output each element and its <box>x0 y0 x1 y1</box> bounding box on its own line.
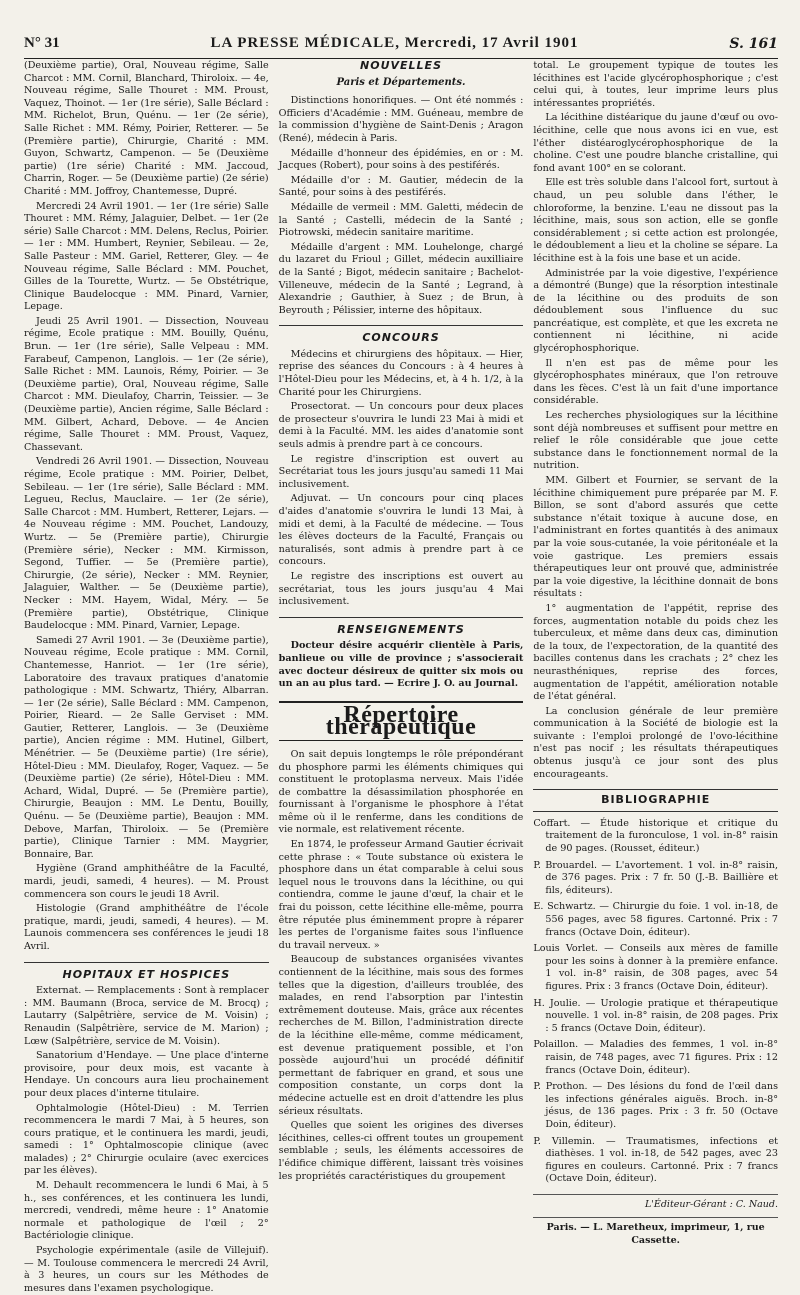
paragraph: Mercredi 24 Avril 1901. — 1er (1re série) Salle Thouret : MM. Rémy, Jalaguier, Delbet. — 1er (2e série) Salle Charcot : MM. Delens, Reclus, Poirier. — 1er : MM. Humbert, Reynier, Sebileau. — 2e, Salle Pasteur : MM. Gariel, Retterer, Gley. — 4e Nouveau régime, Salle Béclard : MM. Pouchet, Gilles de la Tourette, Wurtz. — 5e Obstétrique, Clinique Baudelocque : MM. Pinard, Varnier, Lepage. <box>24 200 269 313</box>
biblio-item: P. Villemin. — Traumatismes, infections et diathèses. 1 vol. in-18, de 542 pages, avec 23 figures en couleurs. Cartonné. Prix : 7 francs (Octave Doin, éditeur). <box>533 1135 779 1185</box>
paragraph: Quelles que soient les origines des diverses lécithines, celles-ci offrent toutes un groupement semblable ; seuls, les éléments accessoires de l'édifice chimique diffèrent, laissant très voisines les propriétés caractéristiques du groupement <box>278 1120 524 1182</box>
paragraph: Elle est très soluble dans l'alcool fort, surtout à chaud, un peu soluble dans l'éther, le chloroforme, la benzine. L'eau ne dissout pas la lécithine, mais, sous son action, elle se gonfle considérablement ; si cette action est prolongée, le dédoublement a lieu et la choline se sépare. La lécithine est à la fois une base et un acide. <box>533 177 779 264</box>
paragraph: M. Dehault recommencera le lundi 6 Mai, à 5 h., ses conférences, et les continuera les lundi, mercredi, vendredi, même heure : 1° Anatomie normale et pathologique de l'œil ; 2° Bactériologie clinique. <box>24 1180 269 1242</box>
section-title-renseignements: RENSEIGNEMENTS <box>279 617 524 637</box>
paragraph: Le registre des inscriptions est ouvert au secrétariat, tous les jours jusqu'au 4 Mai inclusivement. <box>278 570 524 608</box>
paragraph: La lécithine distéarique du jaune d'œuf ou ovo-lécithine, celle que nous avons ici en vue, est l'éther distéaroglycérophosphorique de la choline. C'est une poudre blanche cristalline, qui fond avant 100° en se colorant. <box>533 112 779 174</box>
paragraph: Sanatorium d'Hendaye. — Une place d'interne provisoire, pour deux mois, est vacante à Hendaye. Un concours aura lieu prochainement pour deux places d'interne titulaire. <box>24 1050 269 1099</box>
paragraph: Beaucoup de substances organisées vivantes contiennent de la lécithine, mais sous des formes telles que la digestion, d'ailleurs troublée, des malades, en rend l'absorption par l'intestin extrêmement douteuse. Mais, grâce aux récentes recherches de M. Billon, l'administration directe de la lécithine elle-même, comme médicament, est devenue pratiquement possible, et l'on possède aujourd'hui un procédé définitif permettant de fabriquer en grand, et sous une composition constante, un corps dont la médecine actuelle est en droit d'attendre les plus sérieux résultats. <box>278 954 524 1117</box>
paragraph: En 1874, le professeur Armand Gautier écrivait cette phrase : « Toute substance où existera le phosphore dans un état comparable à celui sous lequel nous le trouvons dans la lécithine, ou qui contiendra, comme le jaune d'œuf, la chair et le frai du poisson, cette lécithine elle-même, pourra être réputée plus éminemment propre à réparer les pertes de l'organisme faites sous l'influence du travail nerveux. » <box>278 839 524 951</box>
biblio-item: P. Prothon. — Des lésions du fond de l'œil dans les infections générales aiguës. Broch. in-8° jésus, de 136 pages. Prix : 3 fr. 50 (Octave Doin, éditeur). <box>533 1081 779 1130</box>
column-2 <box>278 59 524 1182</box>
issue-number: N° 31 <box>24 35 60 51</box>
biblio-item: Polaillon. — Maladies des femmes, 1 vol. in-8° raisin, de 748 pages, avec 71 figures. Prix : 12 francs (Octave Doin, éditeur). <box>533 1039 779 1076</box>
paragraph: Médaille de vermeil : MM. Galetti, médecin de la Santé ; Castelli, médecin de la Santé ; Piotrowski, médecin sanitaire maritime. <box>278 201 524 239</box>
section-title-hospitals: HOPITAUX ET HOSPICES <box>24 962 269 982</box>
editor-signature: L'Éditeur-Gérant : C. Naud. <box>533 1194 778 1212</box>
section-title-concours: CONCOURS <box>279 325 524 345</box>
paragraph: total. Le groupement typique de toutes les lécithines est l'acide glycérophosphorique ; c'est celui qui, à toutes, leur imprime leurs plus intéressantes propriétés. <box>533 60 779 109</box>
paragraph: Médaille d'argent : MM. Louhelonge, chargé du lazaret du Frioul ; Gillet, médecin auxilliaire de la Santé ; Bigot, médecin sanitaire ; Bachelot-Villeneuve, médecin de la Santé ; Legrand, à Alexandrie ; Gauthier, à Suez ; de Brun, à Beyrouth ; Pélissier, interne des hôpitaux. <box>278 241 524 316</box>
paragraph: Jeudi 25 Avril 1901. — Dissection, Nouveau régime, Ecole pratique : MM. Bouilly, Quénu, Brun. — 1er (1re série), Salle Velpeau : MM. Farabeuf, Campenon, Langlois. — 1er (2e série), Salle Richet : MM. Launois, Rémy, Poirier. — 3e (Deuxième partie), Oral, Nouveau régime, Salle Charcot : MM. Dieulafoy, Charrin, Teissier. — 3e (Deuxième partie), Ancien régime, Salle Béclard : MM. Gilbert, Achard, Debove. — 4e Ancien régime, Salle Thouret : MM. Proust, Vaquez, Chassevant. <box>24 315 269 453</box>
paragraph: On sait depuis longtemps le rôle prépondérant du phosphore parmi les éléments chimiques qui constituent le protoplasma nerveux. Mais l'idée de combattre la désassimilation phosphorée en fournissant à l'organisme le phosphore à l'état même où il le renferme, dans les conditions de vie normale, est relativement récente. <box>278 748 524 836</box>
paragraph: Les recherches physiologiques sur la lécithine sont déjà nombreuses et suffisent pour mettre en relief le rôle considérable que joue cette substance dans le fonctionnement normal de la nutrition. <box>533 410 779 472</box>
journal-title-line <box>210 35 578 52</box>
biblio-item: Louis Vorlet. — Conseils aux mères de famille pour les soins à donner à la première enfance. 1 vol. in-8° raisin, de 308 pages, avec 54 figures. Prix : 3 francs (Octave Doin, éditeur). <box>533 943 779 992</box>
paragraph: Il n'en est pas de même pour les glycérophosphates minéraux, que l'on retrouve dans les fèces. C'est là un fait d'une importance considérable. <box>533 357 779 407</box>
page-header <box>24 30 778 59</box>
paragraph: Externat. — Remplacements : Sont à remplacer : MM. Baumann (Broca, service de M. Brocq) ; Lautarry (Salpêtrière, service de M. Voisin) ; Renaudin (Salpêtrière, service de M. Marion) ; Lœw (Salpêtrière, service de M. Voisin). <box>24 985 269 1047</box>
journal-title: LA PRESSE MÉDICALE, <box>210 35 405 51</box>
paragraph: La conclusion générale de leur première communication à la Société de biologie est la suivante : l'emploi prolongé de l'ovo-lécithine n'est pas nocif ; les résultats thérapeutiques obtenus jusqu'à ce jour sont des plus encourageants. <box>533 705 779 780</box>
columns <box>24 59 779 1294</box>
issue-date: Mercredi, 17 Avril 1901 <box>404 35 579 51</box>
paragraph: MM. Gilbert et Fournier, se servant de la lécithine chimiquement pure préparée par M. F. Billon, se sont d'abord assurés que cette substance n'était toxique à aucune dose, en l'administrant en fortes quantités à des animaux par la voie sous-cutanée, la voie péritonéale et la voie gastrique. Les premiers essais thérapeutiques leur ont prouvé que, administrée par la voie digestive, la lécithine donnait de bons résultats : <box>533 475 779 600</box>
news-subtitle: Paris et Départements. <box>336 76 466 88</box>
paragraph: Prosectorat. — Un concours pour deux places de prosecteur s'ouvrira le lundi 23 Mai à midi et demi à la Faculté. MM. les aides d'anatomie sont seuls admis à prendre part à ce concours. <box>278 401 524 451</box>
column-3 <box>533 60 779 1247</box>
printer-imprint: Paris. — L. Maretheux, imprimeur, 1, rue Cassette. <box>533 1217 778 1247</box>
paragraph: Psychologie expérimentale (asile de Villejuif). — M. Toulouse commencera le mercredi 24 Avril, à 3 heures, un cours sur les Méthodes de mesures dans l'examen psychologique. <box>24 1245 269 1294</box>
paragraph: Docteur désire acquérir clientèle à Paris, banlieue ou ville de province ; s'associerait avec docteur désireux de quitter six mois ou un an au plus tard. — Ecrire J. O. au Journal. <box>278 640 524 690</box>
paragraph: Adjuvat. — Un concours pour cinq places d'aides d'anatomie s'ouvrira le lundi 13 Mai, à midi et demi, à la Faculté de médecine. — Tous les élèves docteurs de la Faculté, Français ou naturalisés, sont admis à prendre part à ce concours. <box>278 493 524 568</box>
paragraph: Médecins et chirurgiens des hôpitaux. — Hier, reprise des séances du Concours : à 4 heures à l'Hôtel-Dieu pour les Médecins, et, à 4 h. 1/2, à la Charité pour les Chirurgiens. <box>278 348 524 398</box>
column-1 <box>24 60 269 1294</box>
biblio-item: E. Schwartz. — Chirurgie du foie. 1 vol. in-18, de 556 pages, avec 58 figures. Cartonné. Prix : 7 francs (Octave Doin, éditeur). <box>533 901 779 938</box>
biblio-item: H. Joulie. — Urologie pratique et thérapeutique nouvelle. 1 vol. in-8° raisin, de 208 pages. Prix : 5 francs (Octave Doin, éditeur). <box>533 997 779 1034</box>
paragraph: Hygiène (Grand amphithéâtre de la Faculté, mardi, jeudi, samedi, 4 heures). — M. Proust commencera son cours le jeudi 18 Avril. <box>24 863 269 900</box>
section-title-news: NOUVELLES <box>360 59 442 72</box>
paragraph: Distinctions honorifiques. — Ont été nommés : Officiers d'Académie : MM. Guéneau, membre de la commission d'hygiène de Saint-Denis ; Aragon (René), médecin à Paris. <box>278 95 524 144</box>
hospitals-section <box>24 985 269 1295</box>
paragraph: Administrée par la voie digestive, l'expérience a démontré (Bunge) que la résorption intestinale de la lécithine ou des produits de son dédoublement sous l'influence du suc pancréatique, est complète, et que les excreta ne contiennent ni lécithine, ni acide glycérophosphorique. <box>533 267 779 355</box>
biblio-item: P. Brouardel. — L'avortement. 1 vol. in-8° raisin, de 376 pages. Prix : 7 fr. 50 (J.-B. Baillière et fils, éditeurs). <box>533 859 779 896</box>
paragraph: (Deuxième partie), Oral, Nouveau régime, Salle Charcot : MM. Cornil, Blanchard, Thiroloix. — 4e, Nouveau régime, Salle Thouret : MM. Proust, Vaquez, Thoinot. — 1er (1re série), Salle Béclard : MM. Richelot, Brun, Quénu. — 1er (2e série), Salle Richet : MM. Rémy, Poirier, Retterer. — 5e (Première partie), Chirurgie, Charité : MM. Guyon, Schwartz, Campenon. — 5e (Deuxième partie) (1re série) Charité : MM. Jaccoud, Charrin, Roger. — 5e (Deuxième partie) (2e série) Charité : MM. Joffroy, Chantemesse, Dupré. <box>24 60 269 197</box>
exam-schedule <box>24 60 269 954</box>
biblio-item: Coffart. — Étude historique et critique du traitement de la furonculose, 1 vol. in-8° raisin de 90 pages. (Rousset, éditeur.) <box>533 817 779 855</box>
paragraph: Médaille d'honneur des épidémies, en or : M. Jacques (Robert), pour soins à des pestiférés. <box>278 147 524 172</box>
page-number: S. 161 <box>729 36 778 52</box>
paragraph: Médaille d'or : M. Gautier, médecin de la Santé, pour soins à des pestiférés. <box>278 174 524 199</box>
repertoire-title: Répertoire thérapeutique <box>279 701 524 741</box>
paragraph: Samedi 27 Avril 1901. — 3e (Deuxième partie), Nouveau régime, Ecole pratique : MM. Cornil, Chantemesse, Hanriot. — 1er (1re série), Laboratoire des travaux pratiques d'anatomie pathologique : MM. Schwartz, Thiéry, Albarran. — 1er (2e série), Salle Béclard : MM. Campenon, Poirier, Rieard. — 2e Salle Gerviset : MM. Gautier, Retterer, Langlois. — 3e (Deuxième partie), Ancien régime : MM. Hutinel, Gilbert, Ménétrier. — 5e (Deuxième partie) (1re série), Hôtel-Dieu : MM. Dieulafoy, Roger, Vaquez. — 5e (Deuxième partie) (2e série), Hôtel-Dieu : MM. Achard, Widal, Dupré. — 5e (Première partie), Chirurgie, Beaujon : MM. Le Dentu, Bouilly, Quénu. — 5e (Deuxième partie), Beaujon : MM. Debove, Marfan, Thiroloix. — 5e (Première partie), Clinique Tarnier : MM. Maygrier, Bonnaire, Bar. <box>24 634 269 860</box>
paragraph: Ophtalmologie (Hôtel-Dieu) : M. Terrien recommencera le mardi 7 Mai, à 5 heures, son cours pratique, et le continuera les mardi, jeudi, samedi : 1° Ophtalmoscopie clinique (avec malades) ; 2° Chirurgie oculaire (avec exercices par les élèves). <box>24 1102 269 1177</box>
paragraph: Le registre d'inscription est ouvert au Secrétariat tous les jours jusqu'au samedi 11 Mai inclusivement. <box>278 453 524 490</box>
section-title-bibliographie: BIBLIOGRAPHIE <box>533 789 778 812</box>
paragraph: 1° augmentation de l'appétit, reprise des forces, augmentation notable du poids chez les tuberculeux, et même dans deux cas, diminution de la toux, de l'expectoration, de la quantité des bacilles contenus dans les crachats ; 2° chez les neurasthéniques, reprise des forces, augmentation de l'appétit, amélioration notable de l'état général. <box>533 602 779 703</box>
paragraph: Histologie (Grand amphithéâtre de l'école pratique, mardi, jeudi, samedi, 4 heures). — M. Launois commencera ses conférences le jeudi 18 Avril. <box>24 903 269 952</box>
paragraph: Vendredi 26 Avril 1901. — Dissection, Nouveau régime, Ecole pratique : MM. Poirier, Delbet, Sebileau. — 1er (1re série), Salle Béclard : MM. Legueu, Reclus, Mauclaire. — 1er (2e série), Salle Charcot : MM. Humbert, Retterer, Lejars. — 4e Nouveau régime : MM. Pouchet, Landouzy, Wurtz. — 5e (Première partie), Chirurgie (Première série), Necker : MM. Kirmisson, Segond, Tuffier. — 5e (Première partie), Chirurgie, (2e série), Necker : MM. Reynier, Jalaguier, Walther. — 5e (Deuxième partie), Necker : MM. Hayem, Widal, Méry. — 5e (Première partie), Obstétrique, Clinique Baudelocque : MM. Pinard, Varnier, Lepage. <box>24 456 269 632</box>
